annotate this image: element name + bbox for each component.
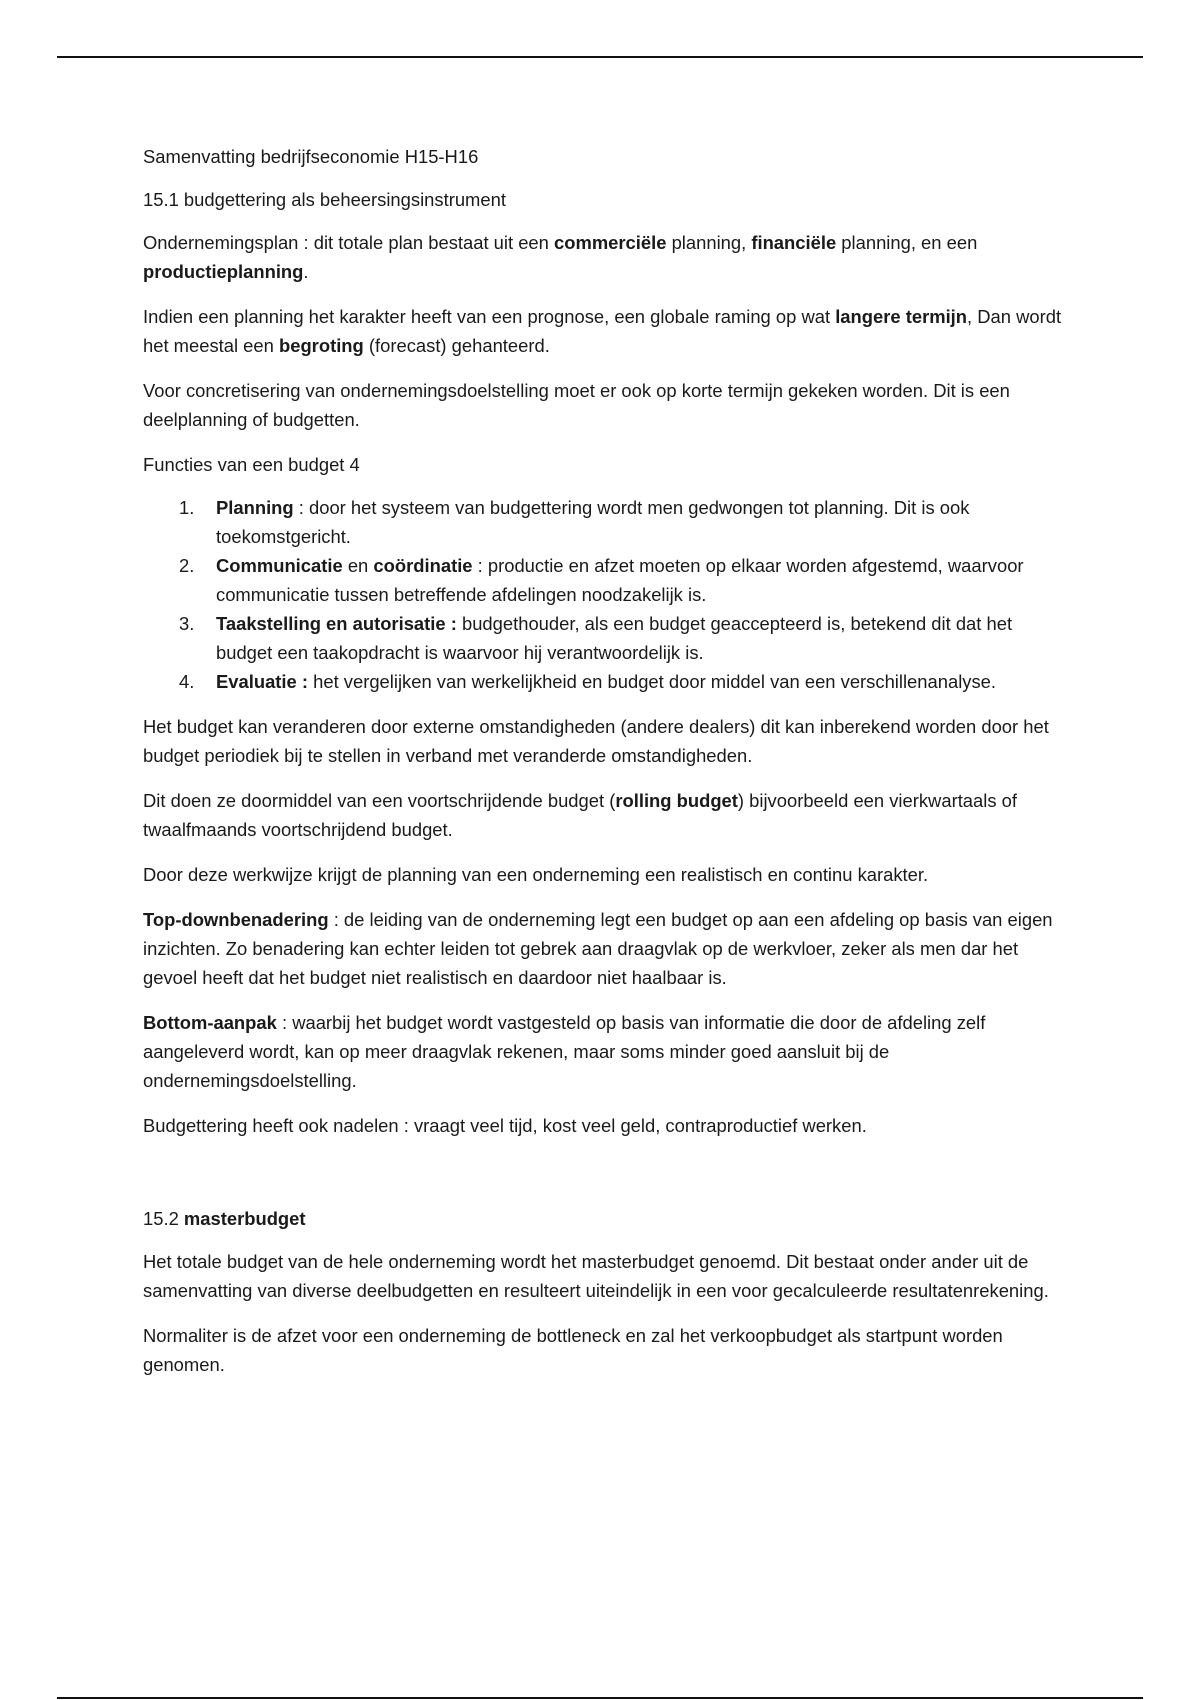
spacer [143, 1156, 1063, 1204]
bold-term: financiële [751, 232, 837, 253]
text-run: . [303, 261, 309, 282]
paragraph-rolling-budget [143, 786, 1063, 844]
paragraph-begroting [143, 302, 1063, 360]
bold-term: Communicatie [216, 555, 343, 576]
text-run: planning, en een [836, 232, 978, 253]
paragraph-nadelen: Budgettering heeft ook nadelen : vraagt veel tijd, kost veel geld, contraproductief werken. [143, 1115, 867, 1136]
list-number: 1. [179, 497, 195, 518]
list-item [143, 551, 1063, 609]
functions-heading: Functies van een budget 4 [143, 454, 360, 475]
bold-term: Taakstelling en autorisatie : [216, 613, 457, 634]
bold-term: rolling budget [615, 790, 738, 811]
section-heading-15-2 [143, 1204, 1063, 1233]
bold-term: begroting [278, 335, 364, 356]
text-run: planning, [666, 232, 752, 253]
paragraph-concretisering: Voor concretisering van ondernemingsdoelstelling moet er ook op korte termijn gekeken worden. Dit is een deelplanning of budgetten. [143, 380, 1010, 430]
text-run: budgethouder, als een budget geaccepteerd is, betekend dit dat het budget een taakopdracht is waarvoor hij verantwoordelijk is. [216, 613, 1013, 663]
text-run: (forecast) gehanteerd. [363, 335, 550, 356]
text-run: : door het systeem van budgettering wordt men gedwongen tot planning. Dit is ook toekomstgericht. [216, 497, 970, 547]
text-run: Ondernemingsplan : dit totale plan bestaat uit een [143, 232, 554, 253]
text-run: het vergelijken van werkelijkheid en budget door middel van een verschillenanalyse. [308, 671, 997, 692]
top-rule [57, 56, 1143, 58]
paragraph-top-down [143, 905, 1063, 992]
text-run: Indien een planning het karakter heeft van een prognose, een globale raming op wat [143, 306, 836, 327]
bold-term: coördinatie [373, 555, 473, 576]
text-run: en [342, 555, 374, 576]
bold-term: productieplanning [143, 261, 304, 282]
functions-list [143, 493, 1063, 696]
bold-term: Bottom-aanpak [143, 1012, 277, 1033]
list-item [143, 609, 1063, 667]
list-number: 3. [179, 613, 195, 634]
list-item [143, 493, 1063, 551]
text-run: : productie en afzet moeten op elkaar worden afgestemd, waarvoor communicatie tussen betreffende afdelingen noodzakelijk is. [216, 555, 1024, 605]
section-number: 15.2 [143, 1208, 184, 1229]
text-run: , Dan wordt het meestal een [143, 306, 1062, 356]
bold-term: langere termijn [835, 306, 968, 327]
bold-term: Planning [216, 497, 294, 518]
text-run: : waarbij het budget wordt vastgesteld op basis van informatie die door de afdeling zelf aangeleverd wordt, kan op meer draagvlak rekenen, maar soms minder goed aansluit bij de ondernemingsdoelstelling. [143, 1012, 986, 1091]
text-run: Dit doen ze doormiddel van een voortschrijdende budget ( [143, 790, 616, 811]
bold-term: masterbudget [183, 1208, 306, 1229]
bottom-rule [57, 1697, 1143, 1699]
paragraph-bottom-up [143, 1008, 1063, 1095]
text-run: ) bijvoorbeeld een vierkwartaals of twaalfmaands voortschrijdend budget. [143, 790, 1017, 840]
paragraph-masterbudget: Het totale budget van de hele onderneming wordt het masterbudget genoemd. Dit bestaat onder ander uit de samenvatting van diverse deelbudgetten en resulteert uiteindelijk in een voor gecalculeerde resultatenrekening. [143, 1251, 1049, 1301]
section-heading-15-1: 15.1 budgettering als beheersingsinstrument [143, 189, 506, 210]
list-number: 2. [179, 555, 195, 576]
document-body [143, 142, 1063, 1395]
bold-term: commerciële [554, 232, 667, 253]
list-number: 4. [179, 671, 195, 692]
list-item [143, 667, 1063, 696]
text-run: : de leiding van de onderneming legt een budget op aan een afdeling op basis van eigen inzichten. Zo benadering kan echter leiden tot gebrek aan draagvlak op de werkvloer, zeker als men dar het gevoel heeft dat het budget niet realistisch en daardoor niet haalbaar is. [143, 909, 1053, 988]
paragraph-externe-omstandigheden: Het budget kan veranderen door externe omstandigheden (andere dealers) dit kan inberekend worden door het budget periodiek bij te stellen in verband met veranderde omstandigheden. [143, 716, 1049, 766]
bold-term: Top-downbenadering [143, 909, 329, 930]
paragraph-bottleneck: Normaliter is de afzet voor een onderneming de bottleneck en zal het verkoopbudget als startpunt worden genomen. [143, 1325, 1003, 1375]
bold-term: Evaluatie : [216, 671, 308, 692]
paragraph-ondernemingsplan [143, 228, 1063, 286]
paragraph-werkwijze: Door deze werkwijze krijgt de planning van een onderneming een realistisch en continu karakter. [143, 864, 929, 885]
document-title: Samenvatting bedrijfseconomie H15-H16 [143, 146, 479, 167]
